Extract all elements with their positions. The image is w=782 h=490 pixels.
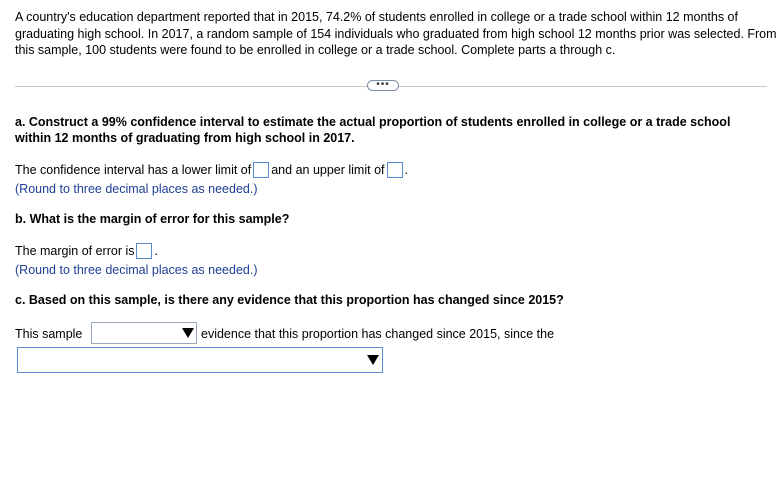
lower-limit-input[interactable]	[253, 162, 269, 178]
problem-statement: A country's education department reported that in 2015, 74.2% of students enrolled in college or a trade school within 12 months of graduating high school. In 2017, a random sample of 154 individuals who graduated from high school 12 months prior was selected. From this sample, 100 students were found to be enrolled in college or a trade school. Complete parts a through c.	[15, 10, 777, 57]
part-a-answer-row	[15, 162, 408, 179]
part-b-answer-suffix: .	[154, 244, 158, 258]
part-b-answer-row	[15, 243, 158, 260]
part-a-question	[15, 114, 767, 146]
part-a-answer-middle: and an upper limit of	[271, 163, 385, 177]
part-b-hint: (Round to three decimal places as needed.)	[15, 263, 258, 277]
expand-more-button[interactable]: •••	[367, 80, 399, 91]
part-a-answer-suffix: .	[404, 163, 408, 177]
part-c-answer-suffix: evidence that this proportion has changed since 2015, since the	[201, 327, 555, 341]
margin-of-error-input[interactable]	[136, 243, 152, 259]
part-b-question: b. What is the margin of error for this sample?	[15, 212, 290, 226]
part-a-hint: (Round to three decimal places as needed.)	[15, 182, 258, 196]
dropdown-arrow-icon	[182, 328, 194, 338]
part-c-answer-prefix: This sample	[15, 327, 83, 341]
part-a-answer-prefix: The confidence interval has a lower limit of	[15, 163, 252, 177]
part-c-question: c. Based on this sample, is there any evidence that this proportion has changed since 2015?	[15, 293, 564, 307]
upper-limit-input[interactable]	[387, 162, 403, 178]
reason-dropdown[interactable]	[17, 347, 383, 373]
part-b-answer-prefix: The margin of error is	[15, 244, 135, 258]
part-a-question-text: a. Construct a 99% confidence interval to estimate the actual proportion of students enrolled in college or a trade school within 12 months of graduating from high school in 2017.	[15, 115, 731, 145]
evidence-dropdown[interactable]	[91, 322, 197, 344]
dropdown-arrow-icon	[367, 355, 379, 365]
